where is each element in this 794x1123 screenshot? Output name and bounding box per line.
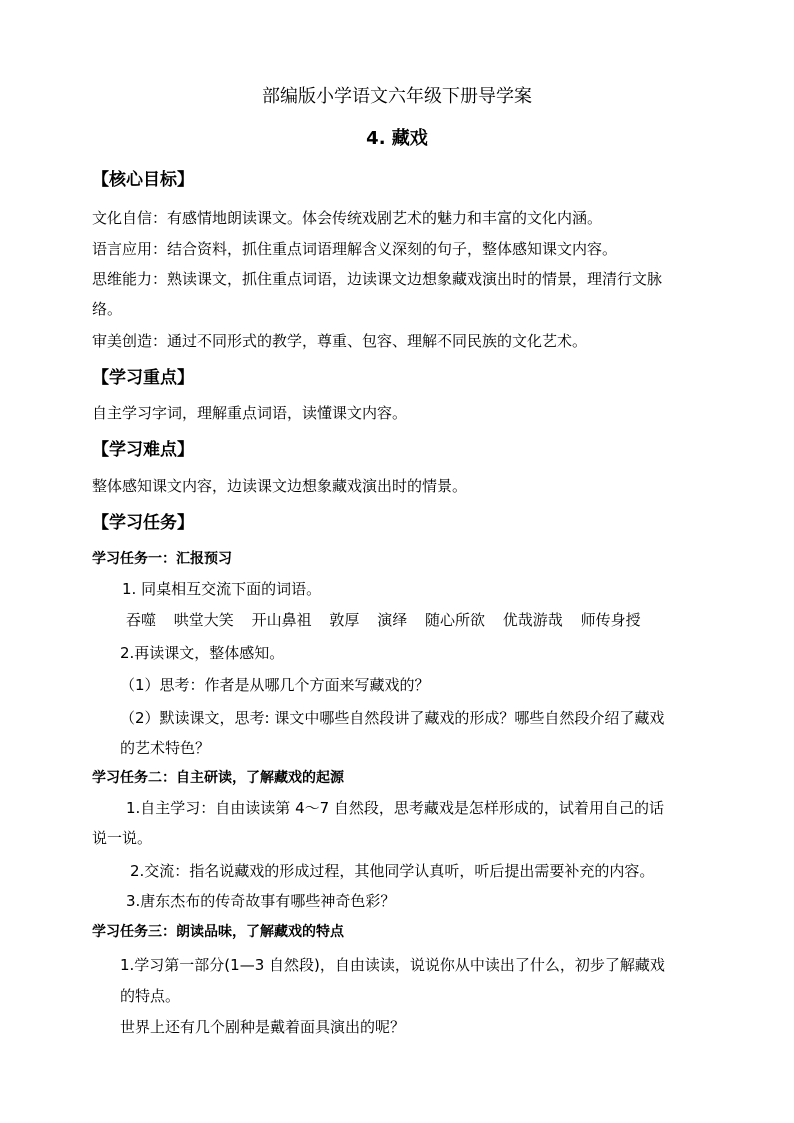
vocab-word: 演绎 [377,611,408,629]
key-points-heading: 【学习重点】 [92,368,194,388]
task2-title: 学习任务二：自主研读，了解藏戏的起源 [92,770,344,786]
task2-item1-cont: 说一说。 [92,829,153,847]
vocab-word: 开山鼻祖 [251,611,312,629]
goal-line-3: 思维能力：熟读课文，抓住重点词语，边读课文边想象藏戏演出时的情景，理清行文脉 [92,270,663,288]
task1-question2-cont: 的艺术特色？ [120,739,211,757]
task1-question1: （1）思考：作者是从哪几个方面来写藏戏的？ [120,676,430,694]
task1-item1: 1. 同桌相互交流下面的词语。 [122,580,322,598]
core-goals-heading: 【核心目标】 [92,170,194,190]
task2-item1: 1.自主学习：自由读读第 4～7 自然段，思考藏戏是怎样形成的，试着用自己的话 [126,799,664,817]
document-title: 部编版小学语文六年级下册导学案 [262,86,532,107]
task3-item1-cont: 的特点。 [120,987,181,1005]
difficulties-text: 整体感知课文内容，边读课文边想象藏戏演出时的情景。 [92,477,468,495]
vocab-word: 随心所欲 [424,611,485,629]
task1-title: 学习任务一：汇报预习 [92,551,232,567]
goal-line-1: 文化自信：有感情地朗读课文。体会传统戏剧艺术的魅力和丰富的文化内涵。 [92,209,603,227]
task1-question2: （2）默读课文，思考: 课文中哪些自然段讲了藏戏的形成？哪些自然段介绍了藏戏 [120,709,665,727]
task1-item2: 2.再读课文，整体感知。 [120,644,285,662]
vocab-word: 优哉游哉 [502,611,563,629]
vocab-word: 师传身授 [580,611,641,629]
task2-item3: 3.唐东杰布的传奇故事有哪些神奇色彩？ [126,892,396,910]
task3-title: 学习任务三：朗读品味，了解藏戏的特点 [92,924,344,940]
vocab-word: 哄堂大笑 [173,611,234,629]
difficulties-heading: 【学习难点】 [92,440,194,460]
task3-item1: 1.学习第一部分(1—3 自然段)，自由读读，说说你从中读出了什么，初步了解藏戏 [120,956,665,974]
vocab-word: 吞噬 [126,611,157,629]
goal-line-3-cont: 络。 [92,300,123,318]
goal-line-4: 审美创造：通过不同形式的教学，尊重、包容、理解不同民族的文化艺术。 [92,332,588,350]
task3-question: 世界上还有几个剧种是戴着面具演出的呢？ [120,1018,406,1036]
vocab-word: 敦厚 [329,611,360,629]
goal-line-2: 语言应用：结合资料，抓住重点词语理解含义深刻的句子，整体感知课文内容。 [92,240,618,258]
key-points-text: 自主学习字词，理解重点词语，读懂课文内容。 [92,404,408,422]
task2-item2: 2.交流：指名说藏戏的形成过程，其他同学认真听，听后提出需要补充的内容。 [130,862,655,880]
lesson-title: 4. 藏戏 [366,128,428,149]
vocabulary-list [126,605,654,635]
tasks-heading: 【学习任务】 [92,513,194,533]
